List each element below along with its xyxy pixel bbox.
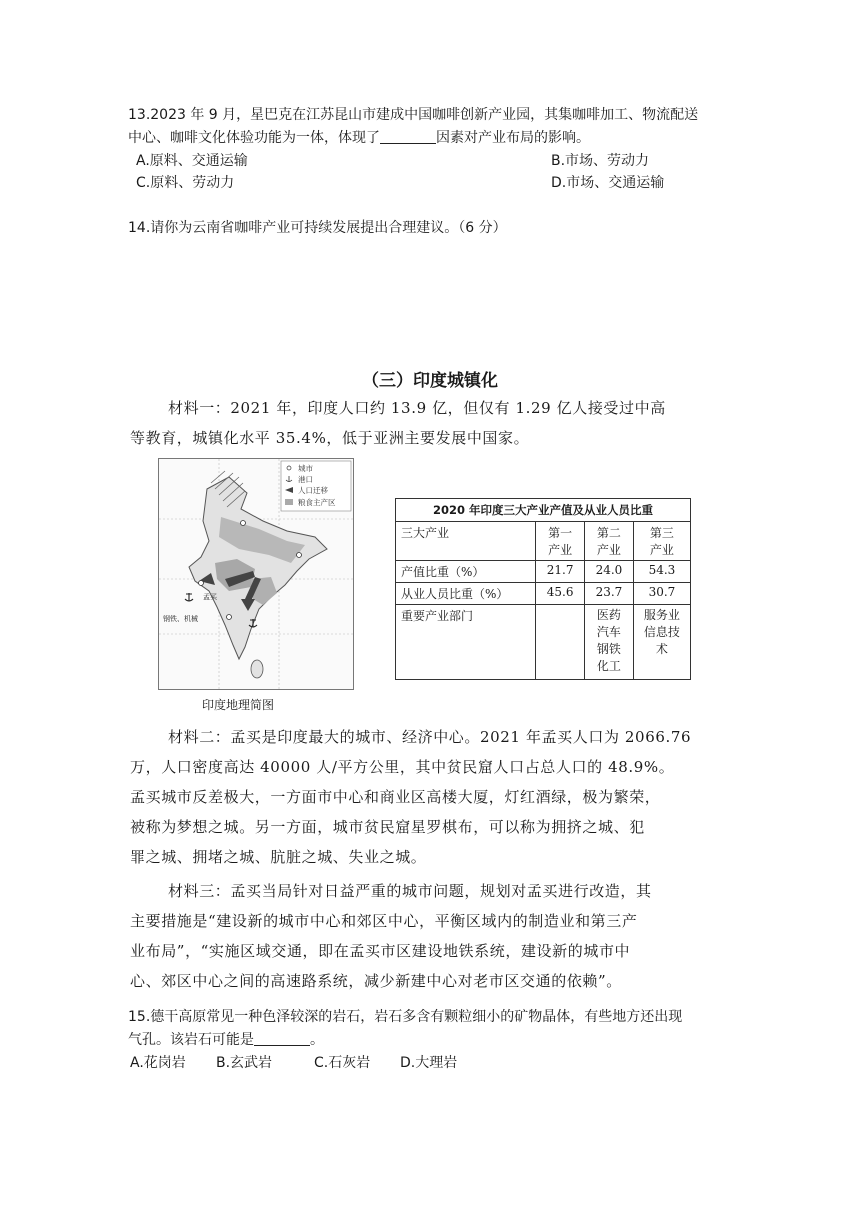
q13-stem-text-b: 因素对产业布局的影响。 xyxy=(436,130,590,146)
table-header-row xyxy=(396,522,690,561)
table-row-label: 产值比重（%） xyxy=(396,561,536,583)
q14-stem: 14.请你为云南省咖啡产业可持续发展提出合理建议。（6 分） xyxy=(128,220,507,236)
section-title: （三）印度城镇化 xyxy=(362,371,498,391)
material2-line5: 罪之城、拥堵之城、肮脏之城、失业之城。 xyxy=(130,848,427,866)
q15-answer-blank[interactable] xyxy=(254,1031,310,1046)
table-header-label: 三大产业 xyxy=(396,522,536,561)
q13-option-a: A.原料、交通运输 xyxy=(136,153,248,169)
table-cell: 45.6 xyxy=(536,583,585,605)
industry-table xyxy=(395,498,691,680)
table-header-secondary: 第二 产业 xyxy=(585,522,634,561)
table-cell xyxy=(536,605,585,679)
table-row xyxy=(396,583,690,605)
map-legend-city: 城市 xyxy=(298,464,313,473)
table-cell: 21.7 xyxy=(536,561,585,583)
table-cell: 54.3 xyxy=(633,561,690,583)
q15-option-b: B.玄武岩 xyxy=(216,1055,273,1071)
q13-option-c: C.原料、劳动力 xyxy=(136,175,235,191)
q15-option-a: A.花岗岩 xyxy=(130,1055,186,1071)
material1-line2: 等教育，城镇化水平 35.4%，低于亚洲主要发展中国家。 xyxy=(130,429,530,447)
map-caption: 印度地理简图 xyxy=(202,698,275,712)
q15-option-c: C.石灰岩 xyxy=(314,1055,371,1071)
table-cell: 24.0 xyxy=(585,561,634,583)
table-cell: 医药 汽车 钢铁 化工 xyxy=(585,605,634,679)
map-legend-grain: 粮食主产区 xyxy=(298,498,336,507)
table-cell: 服务业 信息技 术 xyxy=(633,605,690,679)
material3-line3: 业布局”，“实施区域交通，即在孟买市区建设地铁系统，建设新的城市中 xyxy=(130,942,631,960)
q15-stem-text-b: 。 xyxy=(310,1032,324,1048)
india-map-drawing xyxy=(159,459,353,689)
q15-option-d: D.大理岩 xyxy=(400,1055,458,1071)
material3-line1: 材料三：孟买当局针对日益严重的城市问题，规划对孟买进行改造，其 xyxy=(168,882,652,900)
material3-line2: 主要措施是“建设新的城市中心和郊区中心，平衡区域内的制造业和第三产 xyxy=(130,912,638,930)
q13-stem-text-a: 中心、咖啡文化体验功能为一体，体现了 xyxy=(128,130,380,146)
table-title: 2020 年印度三大产业产值及从业人员比重 xyxy=(396,499,690,522)
table-header-primary: 第一 产业 xyxy=(536,522,585,561)
map-legend-migration: 人口迁移 xyxy=(298,486,328,495)
table-cell: 30.7 xyxy=(633,583,690,605)
q13-option-b: B.市场、劳动力 xyxy=(551,153,650,169)
map-label-steel: 钢铁、机械 xyxy=(163,615,198,623)
q13-stem-line1: 13.2023 年 9 月，星巴克在江苏昆山市建成中国咖啡创新产业园，其集咖啡加工、物流配送 xyxy=(128,107,699,123)
material2-line3: 孟买城市反差极大，一方面市中心和商业区高楼大厦，灯红酒绿，极为繁荣， xyxy=(130,788,661,806)
map-legend-port: 港口 xyxy=(298,475,313,484)
table-row xyxy=(396,561,690,583)
india-map xyxy=(158,458,354,690)
material1-line1: 材料一：2021 年，印度人口约 13.9 亿，但仅有 1.29 亿人接受过中高 xyxy=(168,399,666,417)
table-grid xyxy=(396,522,690,679)
q15-stem-line1: 15.德干高原常见一种色泽较深的岩石，岩石多含有颗粒细小的矿物晶体，有些地方还出现 xyxy=(128,1009,683,1025)
material3-line4: 心、郊区中心之间的高速路系统，减少新建中心对老市区交通的依赖”。 xyxy=(130,972,622,990)
table-row-label: 从业人员比重（%） xyxy=(396,583,536,605)
table-header-tertiary: 第三 产业 xyxy=(633,522,690,561)
map-label-mumbai: 孟买 xyxy=(203,593,217,601)
material2-line1: 材料二：孟买是印度最大的城市、经济中心。2021 年孟买人口为 2066.76 xyxy=(168,728,692,746)
q15-stem-text-a: 气孔。该岩石可能是 xyxy=(128,1032,254,1048)
table-cell: 23.7 xyxy=(585,583,634,605)
table-row-label: 重要产业部门 xyxy=(396,605,536,679)
material2-line4: 被称为梦想之城。另一方面，城市贫民窟星罗棋布，可以称为拥挤之城、犯 xyxy=(130,818,645,836)
q13-stem-line2 xyxy=(128,127,590,150)
q15-stem-line2 xyxy=(128,1029,324,1052)
material2-line2: 万，人口密度高达 40000 人/平方公里，其中贫民窟人口占总人口的 48.9%。 xyxy=(130,758,675,776)
q13-answer-blank[interactable] xyxy=(380,129,436,144)
q13-option-d: D.市场、交通运输 xyxy=(551,175,665,191)
table-row-sectors xyxy=(396,605,690,679)
